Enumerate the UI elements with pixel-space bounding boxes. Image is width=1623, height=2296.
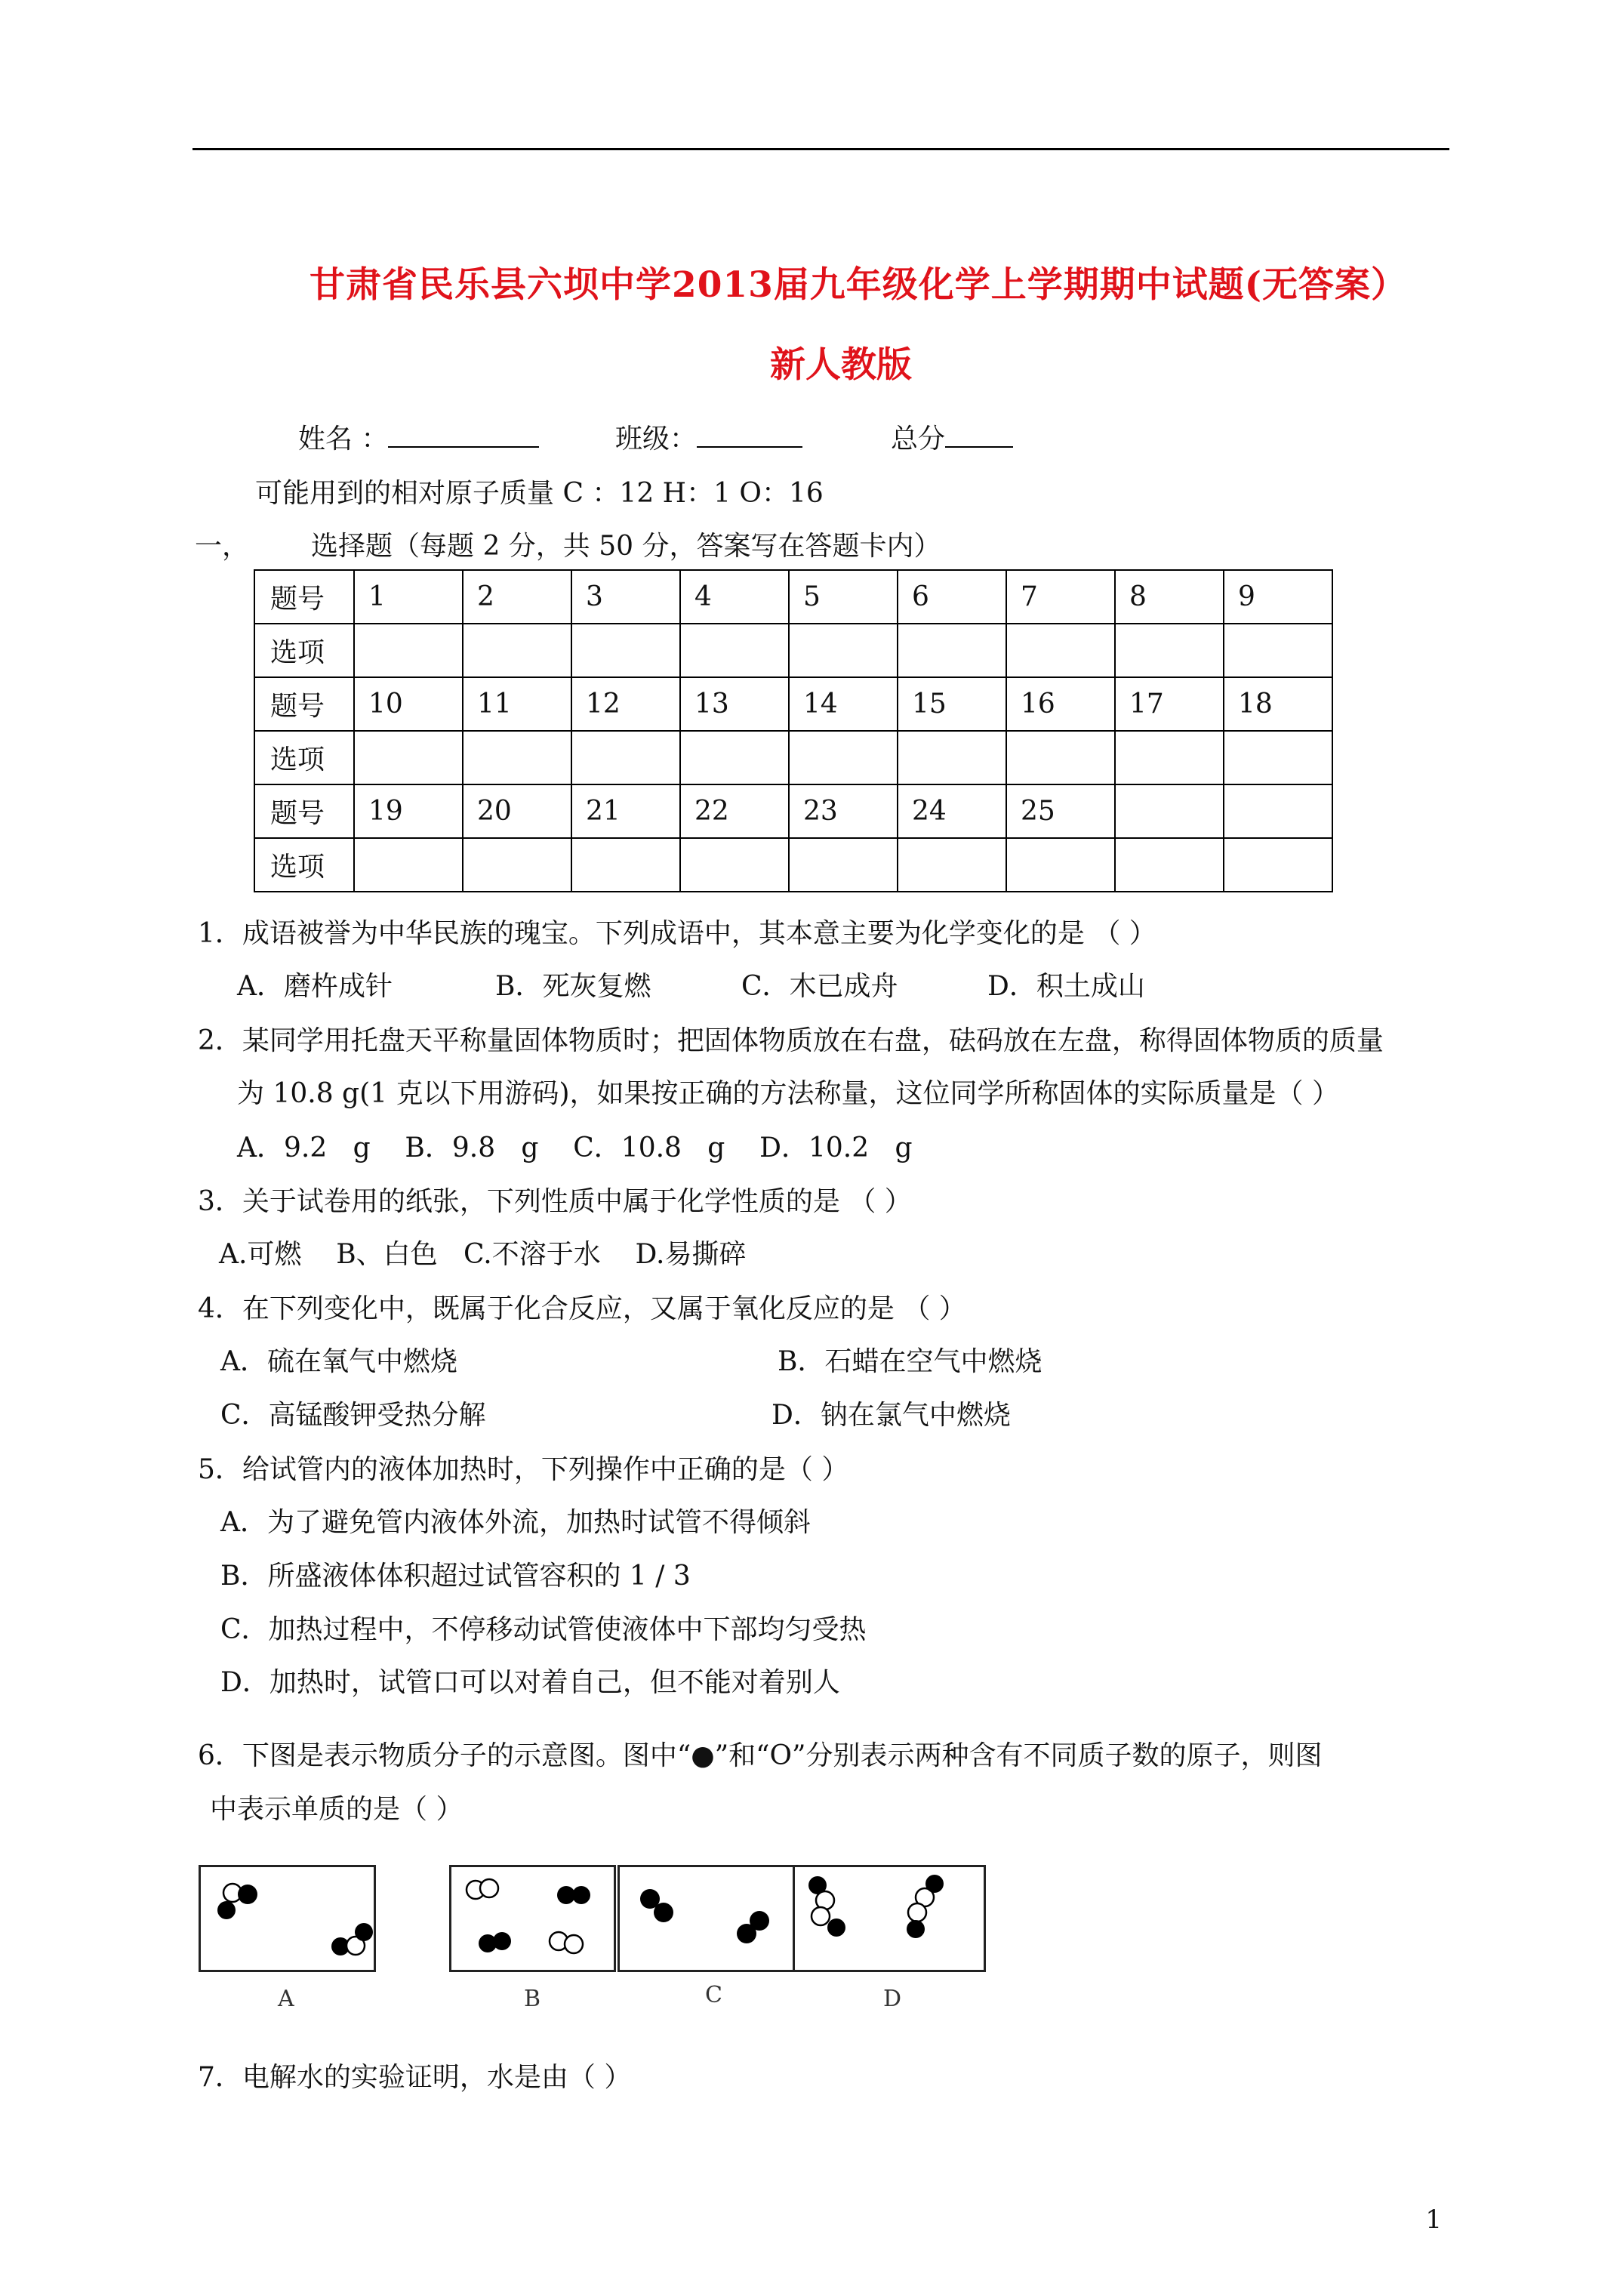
q5-option-a: A．为了避免管内液体外流，加热时试管不得倾斜 [220, 1507, 811, 1538]
page-subtitle: 新人教版 [770, 344, 912, 386]
table-row-answers [254, 731, 1332, 784]
answer-cell[interactable] [789, 838, 898, 892]
q4-option-d: D．钠在氯气中燃烧 [771, 1400, 1011, 1431]
name-label: 姓名 ： [298, 424, 389, 455]
q1-option-c: C．木已成舟 [741, 971, 898, 1002]
question-number-cell: 12 [571, 677, 680, 731]
answer-cell[interactable] [1224, 624, 1332, 677]
molecule-d-drawing [795, 1867, 984, 1970]
answer-cell[interactable] [571, 731, 680, 784]
answer-cell[interactable] [680, 624, 789, 677]
table-row-numbers [254, 677, 1332, 731]
question-number-cell: 21 [571, 784, 680, 838]
q2-options: A．9.2 g B．9.8 g C．10.8 g D．10.2 g [237, 1133, 913, 1163]
answer-cell[interactable] [680, 731, 789, 784]
table-row-header: 题号 [254, 784, 354, 838]
answer-cell[interactable] [680, 838, 789, 892]
class-field [615, 418, 802, 456]
table-row-numbers [254, 784, 1332, 838]
answer-cell[interactable] [571, 838, 680, 892]
question-number-cell: 15 [898, 677, 1006, 731]
question-number-cell: 19 [354, 784, 463, 838]
molecule-box-a [199, 1865, 376, 1972]
q1-option-d: D．积土成山 [987, 971, 1145, 1002]
q7-stem: 7．电解水的实验证明，水是由（ ） [198, 2062, 632, 2093]
answer-cell[interactable] [1115, 838, 1224, 892]
question-number-cell: 6 [898, 570, 1006, 624]
answer-cell[interactable] [1115, 624, 1224, 677]
table-row-answers [254, 838, 1332, 892]
class-blank[interactable] [697, 421, 802, 448]
q4-option-c: C．高锰酸钾受热分解 [220, 1400, 486, 1431]
page-number: 1 [1425, 2205, 1442, 2235]
name-field [298, 418, 539, 456]
header-rule [192, 148, 1449, 150]
question-number-cell: 3 [571, 570, 680, 624]
q2-stem-line1: 2．某同学用托盘天平称量固体物质时；把固体物质放在右盘，砝码放在左盘，称得固体物质的质量 [198, 1025, 1384, 1056]
answer-cell[interactable] [571, 624, 680, 677]
q1-stem: 1．成语被誉为中华民族的瑰宝。下列成语中，其本意主要为化学变化的是 （ ） [198, 918, 1156, 949]
table-row-header: 题号 [254, 570, 354, 624]
answer-cell[interactable] [898, 838, 1006, 892]
q6-stem-line2: 中表示单质的是（ ） [210, 1794, 463, 1825]
figure-label-b: B [524, 1986, 541, 2012]
question-number-cell: 10 [354, 677, 463, 731]
answer-cell[interactable] [354, 731, 463, 784]
table-row-header: 选项 [254, 731, 354, 784]
q3-options: A.可燃 B、白色 C.不溶于水 D.易撕碎 [219, 1239, 747, 1270]
figure-label-a: A [278, 1986, 294, 2012]
molecule-box-b [449, 1865, 616, 1972]
molecule-a-drawing [201, 1867, 374, 1970]
answer-cell[interactable] [1006, 624, 1115, 677]
answer-cell[interactable] [463, 838, 571, 892]
total-field [891, 418, 1013, 456]
question-number-cell: 4 [680, 570, 789, 624]
question-number-cell [1115, 784, 1224, 838]
answer-cell[interactable] [463, 624, 571, 677]
question-number-cell: 13 [680, 677, 789, 731]
q1-option-b: B．死灰复燃 [495, 971, 651, 1002]
answer-cell[interactable] [1115, 731, 1224, 784]
answer-cell[interactable] [463, 731, 571, 784]
answer-cell[interactable] [1006, 838, 1115, 892]
answer-cell[interactable] [354, 838, 463, 892]
answer-cell[interactable] [898, 624, 1006, 677]
question-number-cell [1224, 784, 1332, 838]
table-row-header: 选项 [254, 838, 354, 892]
question-number-cell: 14 [789, 677, 898, 731]
molecule-b-drawing [451, 1867, 614, 1970]
molecule-c-drawing [620, 1867, 795, 1970]
answer-cell[interactable] [789, 624, 898, 677]
q5-stem: 5．给试管内的液体加热时，下列操作中正确的是（ ） [198, 1454, 849, 1485]
q4-option-a: A．硫在氧气中燃烧 [220, 1346, 457, 1377]
atomic-mass-line: 可能用到的相对原子质量 C ：12 H：1 O：16 [255, 478, 824, 509]
question-number-cell: 22 [680, 784, 789, 838]
question-number-cell: 9 [1224, 570, 1332, 624]
section-heading: 选择题（每题 2 分，共 50 分，答案写在答题卡内） [311, 531, 941, 562]
q2-stem-line2: 为 10.8 g(1 克以下用游码)，如果按正确的方法称量，这位同学所称固体的实际质量是（ ） [237, 1078, 1339, 1109]
answer-cell[interactable] [1224, 731, 1332, 784]
name-blank[interactable] [388, 421, 539, 448]
question-number-cell: 17 [1115, 677, 1224, 731]
table-row-numbers [254, 570, 1332, 624]
total-label: 总分 [891, 424, 946, 455]
question-number-cell: 20 [463, 784, 571, 838]
question-number-cell: 24 [898, 784, 1006, 838]
q1-option-a: A．磨杵成针 [237, 971, 393, 1002]
q5-option-d: D．加热时，试管口可以对着自己，但不能对着别人 [220, 1667, 840, 1698]
question-number-cell: 16 [1006, 677, 1115, 731]
question-number-cell: 8 [1115, 570, 1224, 624]
answer-cell[interactable] [354, 624, 463, 677]
table-row-header: 选项 [254, 624, 354, 677]
answer-cell[interactable] [1224, 838, 1332, 892]
question-number-cell: 2 [463, 570, 571, 624]
answer-cell[interactable] [789, 731, 898, 784]
table-row-header: 题号 [254, 677, 354, 731]
q5-option-c: C．加热过程中，不停移动试管使液体中下部均匀受热 [220, 1614, 867, 1645]
q3-stem: 3．关于试卷用的纸张，下列性质中属于化学性质的是 （ ） [198, 1186, 912, 1217]
question-number-cell: 1 [354, 570, 463, 624]
question-number-cell: 11 [463, 677, 571, 731]
q4-stem: 4．在下列变化中，既属于化合反应，又属于氧化反应的是 （ ） [198, 1293, 966, 1324]
answer-cell[interactable] [898, 731, 1006, 784]
molecule-box-c [617, 1865, 797, 1972]
q4-option-b: B．石蜡在空气中燃烧 [778, 1346, 1042, 1377]
question-number-cell: 18 [1224, 677, 1332, 731]
figure-label-c: C [705, 1982, 722, 2008]
question-number-cell: 5 [789, 570, 898, 624]
q6-stem-line1: 6．下图是表示物质分子的示意图。图中“●”和“O”分别表示两种含有不同质子数的原子，则图 [198, 1740, 1323, 1771]
figure-label-d: D [883, 1986, 902, 2012]
answer-table [254, 569, 1333, 892]
question-number-cell: 23 [789, 784, 898, 838]
total-blank[interactable] [945, 421, 1013, 448]
answer-cell[interactable] [1006, 731, 1115, 784]
q5-option-b: B．所盛液体体积超过试管容积的 1 / 3 [220, 1561, 691, 1592]
question-number-cell: 25 [1006, 784, 1115, 838]
question-number-cell: 7 [1006, 570, 1115, 624]
page-title: 甘肃省民乐县六坝中学2013届九年级化学上学期期中试题(无答案） [310, 264, 1408, 306]
molecule-box-d [793, 1865, 986, 1972]
section-number: 一， [195, 531, 250, 562]
class-label: 班级： [615, 424, 698, 455]
table-row-answers [254, 624, 1332, 677]
